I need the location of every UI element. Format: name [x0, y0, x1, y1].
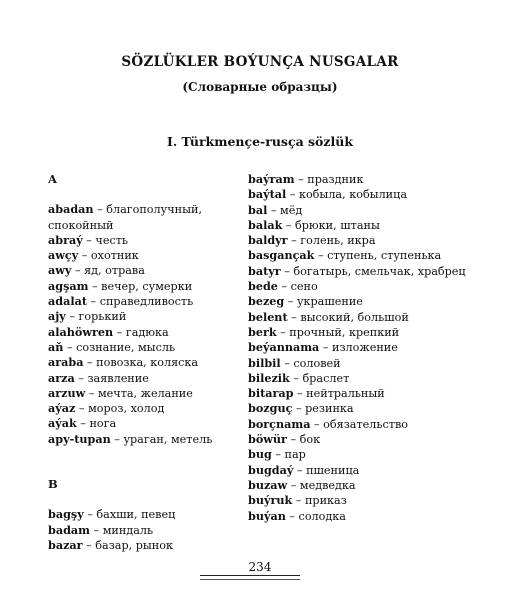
- dictionary-entry: [248, 432, 473, 447]
- entry-headword: alahöwren: [48, 324, 114, 339]
- entry-headword: bitarap: [248, 386, 294, 401]
- entry-headword: awy: [48, 263, 72, 278]
- entry-headword: bagşy: [48, 507, 84, 522]
- footer-rule-secondary: [200, 579, 300, 580]
- dictionary-entry: [248, 371, 473, 386]
- dictionary-entry: [248, 203, 473, 218]
- entry-translation: – ступень, ступенька: [314, 249, 442, 263]
- page-number: 234: [248, 560, 272, 574]
- dictionary-entry: [248, 218, 473, 233]
- dictionary-entry: [48, 386, 258, 401]
- dictionary-entry: [48, 538, 258, 553]
- dictionary-entry: [48, 355, 258, 370]
- entry-headword: bal: [248, 202, 268, 217]
- entry-translation: – мороз, холод: [75, 402, 165, 416]
- dictionary-entry: [48, 325, 258, 340]
- entry-headword: adalat: [48, 294, 87, 309]
- entry-translation: – медведка: [287, 478, 356, 492]
- dictionary-entry: [48, 401, 258, 416]
- entry-headword: badam: [48, 522, 90, 537]
- entry-translation: – обязательство: [310, 417, 408, 431]
- entry-translation: – кобыла, кобылица: [286, 188, 408, 202]
- dictionary-entry: [48, 432, 258, 447]
- entry-translation: – резинка: [292, 402, 354, 416]
- entry-translation: – прочный, крепкий: [276, 325, 400, 339]
- entry-headword: ajy: [48, 309, 66, 324]
- entry-headword: beýannama: [248, 340, 320, 355]
- footer-rule: [200, 575, 300, 576]
- entry-headword: baýtal: [248, 187, 287, 202]
- section-heading: I. Türkmençe-rusça sözlük: [167, 134, 353, 149]
- entry-translation: – бахши, певец: [83, 508, 176, 522]
- right-column: [248, 172, 473, 524]
- dictionary-entry: [48, 340, 258, 355]
- entry-translation: – мечта, желание: [85, 386, 193, 400]
- dictionary-entry: [248, 417, 473, 432]
- dictionary-entry: [48, 309, 258, 324]
- dictionary-entry: [48, 248, 258, 263]
- entry-headword: aýak: [48, 416, 77, 431]
- entry-translation: – заявление: [74, 371, 149, 385]
- entry-translation: – благополучный, спокойный: [48, 203, 202, 232]
- dictionary-entry: [248, 310, 473, 325]
- dictionary-entry: [48, 507, 258, 522]
- entry-headword: buýan: [248, 508, 286, 523]
- entry-translation: – голень, икра: [287, 234, 376, 248]
- entries-b: [48, 507, 258, 553]
- entry-translation: – базар, рынок: [82, 538, 173, 552]
- entry-translation: – нейтральный: [293, 387, 385, 401]
- page-title: SÖZLÜKLER BOÝUNÇA NUSGALAR: [121, 54, 399, 70]
- entry-headword: bezeg: [248, 294, 285, 309]
- entry-translation: – пар: [271, 448, 306, 462]
- dictionary-entry: [48, 416, 258, 431]
- dictionary-entry: [248, 386, 473, 401]
- entry-headword: aň: [48, 339, 64, 354]
- dictionary-entry: [48, 233, 258, 248]
- dictionary-entry: [48, 523, 258, 538]
- entry-headword: belent: [248, 309, 288, 324]
- entry-headword: bugdaý: [248, 462, 294, 477]
- dictionary-entry: [248, 463, 473, 478]
- entry-translation: – гадюка: [113, 325, 169, 339]
- entry-translation: – яд, отрава: [71, 264, 145, 278]
- entry-headword: bazar: [48, 537, 83, 552]
- dictionary-entry: [248, 325, 473, 340]
- dictionary-entry: [248, 248, 473, 263]
- dictionary-entry: [248, 279, 473, 294]
- entry-headword: awçy: [48, 248, 79, 263]
- entry-headword: borçnama: [248, 416, 311, 431]
- entries-a: [48, 202, 258, 447]
- entry-translation: – пшеница: [293, 463, 360, 477]
- dictionary-entry: [248, 401, 473, 416]
- entry-translation: – миндаль: [89, 523, 154, 537]
- letter-heading-b: B: [48, 477, 58, 492]
- entry-translation: – высокий, большой: [287, 310, 409, 324]
- entry-translation: – бок: [286, 433, 321, 447]
- dictionary-entry: [248, 478, 473, 493]
- entry-headword: apy-tupan: [48, 431, 111, 446]
- entry-translation: – богатырь, смельчак, храбрец: [280, 264, 466, 278]
- entry-headword: buzaw: [248, 477, 288, 492]
- entry-translation: – честь: [82, 233, 128, 247]
- entry-translation: – украшение: [284, 295, 363, 309]
- entry-headword: bug: [248, 447, 272, 462]
- entry-headword: bilezik: [248, 370, 290, 385]
- entry-headword: abadan: [48, 202, 94, 217]
- entry-translation: – браслет: [289, 371, 350, 385]
- dictionary-entry: [48, 279, 258, 294]
- letter-heading-a: A: [48, 172, 57, 186]
- entry-headword: buýruk: [248, 493, 293, 508]
- entry-translation: – брюки, штаны: [282, 218, 380, 232]
- entry-headword: baýram: [248, 172, 295, 186]
- entry-translation: – нога: [76, 417, 117, 431]
- entry-headword: agşam: [48, 278, 89, 293]
- dictionary-entry: [248, 264, 473, 279]
- entry-headword: böwür: [248, 432, 287, 447]
- entry-translation: – ураган, метель: [110, 432, 213, 446]
- entry-translation: – вечер, сумерки: [88, 279, 193, 293]
- entry-translation: – справедливость: [87, 295, 194, 309]
- entry-translation: – изложение: [319, 341, 398, 355]
- entry-headword: balak: [248, 217, 283, 232]
- dictionary-entry: [48, 263, 258, 278]
- dictionary-entry: [248, 509, 473, 524]
- entry-headword: basgançak: [248, 248, 315, 263]
- dictionary-entry: [248, 340, 473, 355]
- dictionary-entry: [48, 371, 258, 386]
- entry-headword: aýaz: [48, 401, 76, 416]
- entry-translation: – сознание, мысль: [63, 340, 176, 354]
- dictionary-entry: [48, 202, 258, 233]
- entry-translation: – солодка: [285, 509, 346, 523]
- page-subtitle: (Словарные образцы): [182, 80, 338, 94]
- entry-translation: – мёд: [267, 203, 303, 217]
- entry-translation: – повозка, коляска: [83, 356, 199, 370]
- entry-headword: abraý: [48, 232, 83, 247]
- left-column: [48, 172, 258, 553]
- entry-translation: – праздник: [294, 173, 364, 186]
- entry-headword: bilbil: [248, 355, 281, 370]
- entry-translation: – соловей: [280, 356, 341, 370]
- entry-headword: bozguç: [248, 401, 293, 416]
- dictionary-entry: [248, 233, 473, 248]
- dictionary-entry: [248, 356, 473, 371]
- entry-headword: batyr: [248, 263, 281, 278]
- entry-translation: – сено: [277, 280, 318, 294]
- dictionary-entry: [248, 172, 473, 187]
- entry-headword: baldyr: [248, 233, 288, 248]
- entry-headword: arzuw: [48, 385, 86, 400]
- entry-headword: bede: [248, 279, 278, 294]
- dictionary-entry: [48, 294, 258, 309]
- dictionary-entry: [248, 294, 473, 309]
- entries-right: [248, 172, 473, 524]
- dictionary-entry: [248, 493, 473, 508]
- entry-translation: – горький: [65, 310, 127, 324]
- entry-headword: berk: [248, 324, 277, 339]
- entry-translation: – приказ: [292, 494, 347, 508]
- dictionary-entry: [248, 187, 473, 202]
- entry-headword: araba: [48, 355, 84, 370]
- entry-headword: arza: [48, 370, 75, 385]
- entry-translation: – охотник: [78, 249, 139, 263]
- dictionary-entry: [248, 447, 473, 462]
